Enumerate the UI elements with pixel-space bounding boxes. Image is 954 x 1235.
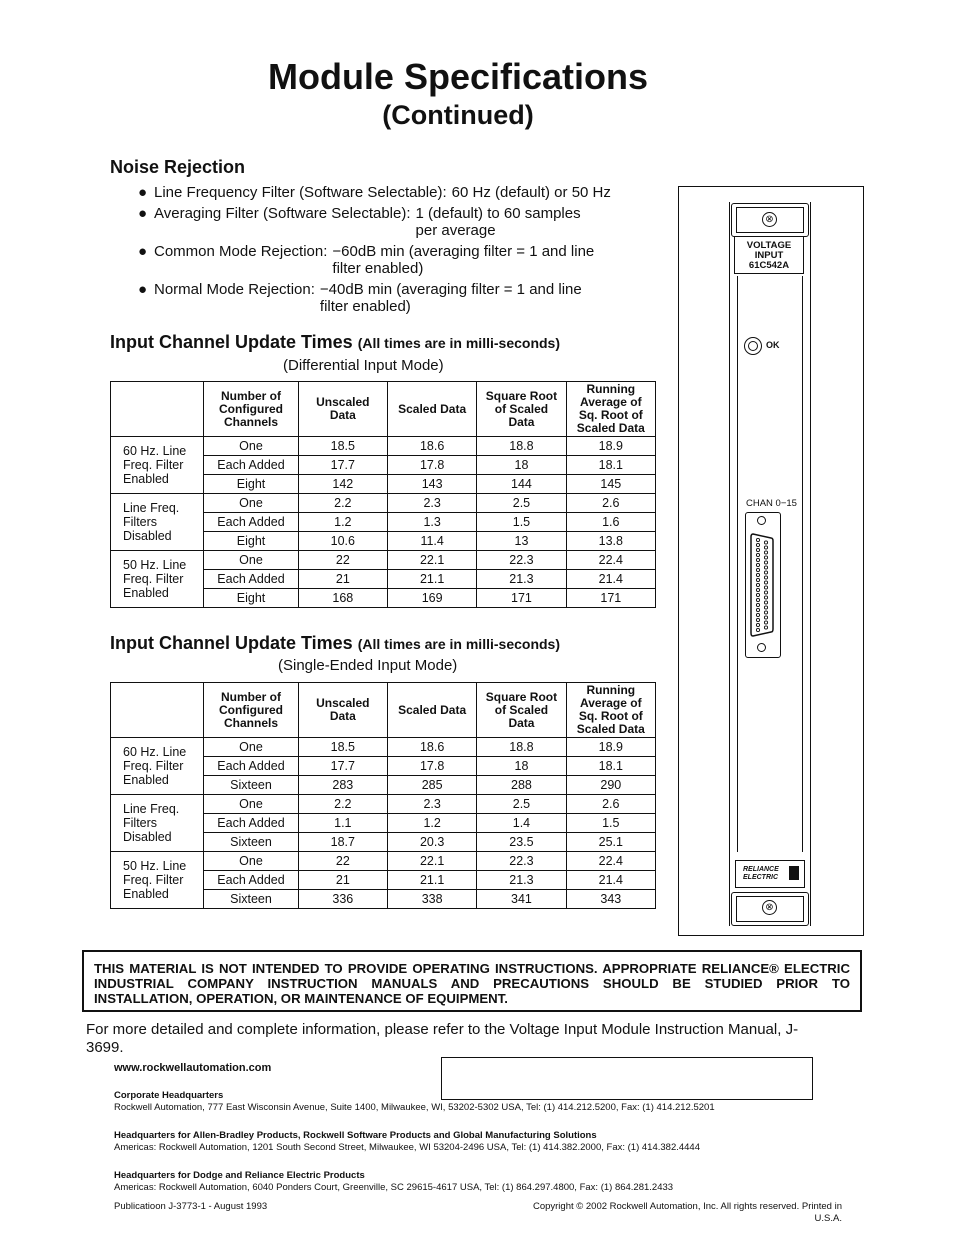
header-cell [111, 683, 204, 738]
channel-count-cell: Sixteen [204, 833, 298, 852]
table2-mode: (Single-Ended Input Mode) [278, 657, 458, 674]
channel-count-cell: One [204, 852, 298, 871]
table-row [111, 494, 656, 513]
value-cell: 336 [298, 890, 387, 909]
value-cell: 2.3 [387, 494, 476, 513]
value-cell: 169 [387, 589, 476, 608]
channel-count-cell: Eight [204, 475, 298, 494]
screw-icon: ⊗ [762, 900, 777, 915]
value-cell: 25.1 [566, 833, 655, 852]
channel-count-cell: Each Added [204, 757, 298, 776]
value-cell: 20.3 [387, 833, 476, 852]
screw-icon: ⊗ [762, 212, 777, 227]
connector-screw-icon [757, 516, 766, 525]
noise-heading: Noise Rejection [110, 157, 246, 177]
value-cell: 18.9 [566, 437, 655, 456]
website-link[interactable]: www.rockwellautomation.com [114, 1062, 272, 1074]
dr-title: Headquarters for Dodge and Reliance Electric Products [114, 1170, 365, 1181]
bullet-icon: ● [138, 205, 148, 222]
noise-item [138, 243, 658, 277]
hq-block [114, 1090, 715, 1114]
value-cell: 22.1 [387, 551, 476, 570]
group-label: 50 Hz. Line Freq. Filter Enabled [111, 852, 204, 909]
group-label: 60 Hz. Line Freq. Filter Enabled [111, 437, 204, 494]
value-cell: 22.1 [387, 852, 476, 871]
column-header: Scaled Data [387, 382, 476, 437]
value-cell: 168 [298, 589, 387, 608]
table-row [111, 437, 656, 456]
value-cell: 2.3 [387, 795, 476, 814]
value-cell: 21.4 [566, 570, 655, 589]
value-cell: 18.1 [566, 456, 655, 475]
value-cell: 18 [477, 757, 566, 776]
value-cell: 11.4 [387, 532, 476, 551]
channel-count-cell: Eight [204, 589, 298, 608]
noise-item-value: −40dB min (averaging filter = 1 and line filter enabled) [319, 281, 582, 315]
column-header: Number of Configured Channels [204, 683, 298, 738]
noise-item-value: 1 (default) to 60 samples per average [415, 205, 581, 239]
group-label: 50 Hz. Line Freq. Filter Enabled [111, 551, 204, 608]
logo-line: ELECTRIC [743, 874, 778, 881]
publication: Publicatioon J-3773-1 - August 1993 [114, 1201, 268, 1212]
column-header: Unscaled Data [298, 683, 387, 738]
noise-item-label: Line Frequency Filter (Software Selectable): [154, 184, 447, 201]
value-cell: 18.9 [566, 738, 655, 757]
noise-item-value: 60 Hz (default) or 50 Hz [451, 184, 611, 201]
value-cell: 145 [566, 475, 655, 494]
value-cell: 283 [298, 776, 387, 795]
table1-heading [110, 332, 560, 353]
header-cell [111, 382, 204, 437]
copyright: Copyright © 2002 Rockwell Automation, Inc. All rights reserved. Printed in U.S.A. [532, 1201, 842, 1224]
module-label [734, 236, 804, 274]
channel-count-cell: One [204, 437, 298, 456]
column-header: Number of Configured Channels [204, 382, 298, 437]
d-sub-connector-icon [749, 532, 775, 638]
noise-item [138, 281, 658, 315]
table-header-row [111, 683, 656, 738]
dr-text: Americas: Rockwell Automation, 6040 Ponders Court, Greenville, SC 29615-4617 USA, Tel: (1) 864.297.4800, Fax: (1) 864.281.2433 [114, 1182, 674, 1193]
warning-notice: THIS MATERIAL IS NOT INTENDED TO PROVIDE OPERATING INSTRUCTIONS. APPROPRIATE RELIANCE® ELECTRIC INDUSTRIAL COMPANY INSTRUCTION MANUALS AND PRECAUTIONS SHOULD BE STUDIED PRIOR TO INSTALLATION, OPERATION, OR MAINTENANCE OF EQUIPMENT. [82, 950, 862, 1012]
ok-label: OK [766, 340, 780, 350]
table2-heading [110, 633, 560, 654]
value-cell: 1.1 [298, 814, 387, 833]
value-cell: 338 [387, 890, 476, 909]
table1-mode: (Differential Input Mode) [283, 357, 444, 374]
value-cell: 18.1 [566, 757, 655, 776]
table-header-row [111, 382, 656, 437]
reference-text: For more detailed and complete information, please refer to the Voltage Input Module Instruction Manual, J-3699. [86, 1021, 799, 1056]
value-cell: 341 [477, 890, 566, 909]
value-cell: 1.5 [477, 513, 566, 532]
ab-title: Headquarters for Allen-Bradley Products, Rockwell Software Products and Global Manufacturing Solutions [114, 1130, 597, 1141]
noise-item-value: −60dB min (averaging filter = 1 and line filter enabled) [332, 243, 595, 277]
channel-count-cell: Sixteen [204, 890, 298, 909]
value-cell: 171 [566, 589, 655, 608]
value-cell: 1.2 [387, 814, 476, 833]
chan-label: CHAN 0−15 [746, 498, 797, 509]
channel-count-cell: One [204, 494, 298, 513]
noise-list [138, 184, 658, 319]
value-cell: 1.4 [477, 814, 566, 833]
table-row [111, 738, 656, 757]
noise-item [138, 205, 658, 239]
channel-count-cell: One [204, 551, 298, 570]
table-row [111, 852, 656, 871]
hq-title: Corporate Headquarters [114, 1090, 224, 1101]
value-cell: 1.3 [387, 513, 476, 532]
table-row [111, 795, 656, 814]
value-cell: 2.6 [566, 795, 655, 814]
connector-screw-icon [757, 643, 766, 652]
page-title: Module Specifications [267, 56, 649, 97]
channel-count-cell: Each Added [204, 570, 298, 589]
column-header: Scaled Data [387, 683, 476, 738]
value-cell: 18.8 [477, 738, 566, 757]
value-cell: 2.6 [566, 494, 655, 513]
table2-note: (All times are in milli-seconds) [357, 636, 560, 652]
module-label-line: 61C542A [748, 260, 790, 271]
update-times-table-differential [110, 381, 656, 608]
value-cell: 2.5 [477, 795, 566, 814]
value-cell: 18.5 [298, 738, 387, 757]
value-cell: 22 [298, 551, 387, 570]
value-cell: 2.2 [298, 795, 387, 814]
column-header: Running Average of Sq. Root of Scaled Data [566, 683, 655, 738]
value-cell: 1.2 [298, 513, 387, 532]
channel-count-cell: Each Added [204, 871, 298, 890]
ok-led-icon [744, 337, 762, 355]
channel-count-cell: One [204, 738, 298, 757]
value-cell: 22 [298, 852, 387, 871]
noise-item-label: Averaging Filter (Software Selectable): [154, 205, 411, 222]
update-times-table-single-ended [110, 682, 656, 909]
value-cell: 18.7 [298, 833, 387, 852]
value-cell: 18.5 [298, 437, 387, 456]
value-cell: 23.5 [477, 833, 566, 852]
ab-block [114, 1130, 700, 1154]
value-cell: 2.5 [477, 494, 566, 513]
value-cell: 17.8 [387, 757, 476, 776]
column-header: Square Root of Scaled Data [477, 683, 566, 738]
column-header: Square Root of Scaled Data [477, 382, 566, 437]
value-cell: 17.7 [298, 456, 387, 475]
value-cell: 1.6 [566, 513, 655, 532]
value-cell: 18.6 [387, 738, 476, 757]
value-cell: 22.4 [566, 852, 655, 871]
module-label-line: VOLTAGE [746, 240, 792, 251]
channel-count-cell: Each Added [204, 513, 298, 532]
value-cell: 18.8 [477, 437, 566, 456]
hq-text: Rockwell Automation, 777 East Wisconsin Avenue, Suite 1400, Milwaukee, WI, 53202-5302 USA, Tel: (1) 414.212.5200, Fax: (1) 414.212.5201 [114, 1102, 715, 1113]
noise-item [138, 184, 658, 201]
value-cell: 22.4 [566, 551, 655, 570]
value-cell: 2.2 [298, 494, 387, 513]
module-label-line: INPUT [754, 250, 784, 261]
ab-text: Americas: Rockwell Automation, 1201 South Second Street, Milwaukee, WI 53204-2496 USA, Tel: (1) 414.382.2000, Fax: (1) 414.382.4444 [114, 1142, 700, 1153]
value-cell: 171 [477, 589, 566, 608]
table2-heading-text: Input Channel Update Times [110, 633, 353, 653]
channel-count-cell: Each Added [204, 814, 298, 833]
channel-count-cell: Eight [204, 532, 298, 551]
value-cell: 18.6 [387, 437, 476, 456]
value-cell: 17.7 [298, 757, 387, 776]
value-cell: 21.3 [477, 871, 566, 890]
page-subtitle: (Continued) [382, 100, 534, 130]
noise-item-label: Normal Mode Rejection: [154, 281, 315, 298]
bullet-icon: ● [138, 243, 148, 260]
value-cell: 21.4 [566, 871, 655, 890]
value-cell: 13 [477, 532, 566, 551]
group-label: Line Freq. Filters Disabled [111, 494, 204, 551]
value-cell: 22.3 [477, 551, 566, 570]
value-cell: 288 [477, 776, 566, 795]
dr-block [114, 1170, 673, 1194]
reliance-logo [735, 860, 805, 888]
group-label: 60 Hz. Line Freq. Filter Enabled [111, 738, 204, 795]
value-cell: 17.8 [387, 456, 476, 475]
channel-count-cell: One [204, 795, 298, 814]
column-header: Running Average of Sq. Root of Scaled Data [566, 382, 655, 437]
table-row [111, 551, 656, 570]
logo-line: RELIANCE [743, 866, 779, 873]
value-cell: 143 [387, 475, 476, 494]
value-cell: 1.5 [566, 814, 655, 833]
table1-heading-text: Input Channel Update Times [110, 332, 353, 352]
channel-count-cell: Sixteen [204, 776, 298, 795]
value-cell: 18 [477, 456, 566, 475]
value-cell: 21 [298, 871, 387, 890]
bullet-icon: ● [138, 281, 148, 298]
value-cell: 21.1 [387, 871, 476, 890]
bullet-icon: ● [138, 184, 148, 201]
value-cell: 21 [298, 570, 387, 589]
noise-item-label: Common Mode Rejection: [154, 243, 328, 260]
column-header: Unscaled Data [298, 382, 387, 437]
value-cell: 22.3 [477, 852, 566, 871]
value-cell: 285 [387, 776, 476, 795]
value-cell: 21.1 [387, 570, 476, 589]
value-cell: 343 [566, 890, 655, 909]
value-cell: 144 [477, 475, 566, 494]
group-label: Line Freq. Filters Disabled [111, 795, 204, 852]
value-cell: 290 [566, 776, 655, 795]
channel-count-cell: Each Added [204, 456, 298, 475]
value-cell: 13.8 [566, 532, 655, 551]
value-cell: 142 [298, 475, 387, 494]
value-cell: 10.6 [298, 532, 387, 551]
value-cell: 21.3 [477, 570, 566, 589]
table1-note: (All times are in milli-seconds) [357, 335, 560, 351]
